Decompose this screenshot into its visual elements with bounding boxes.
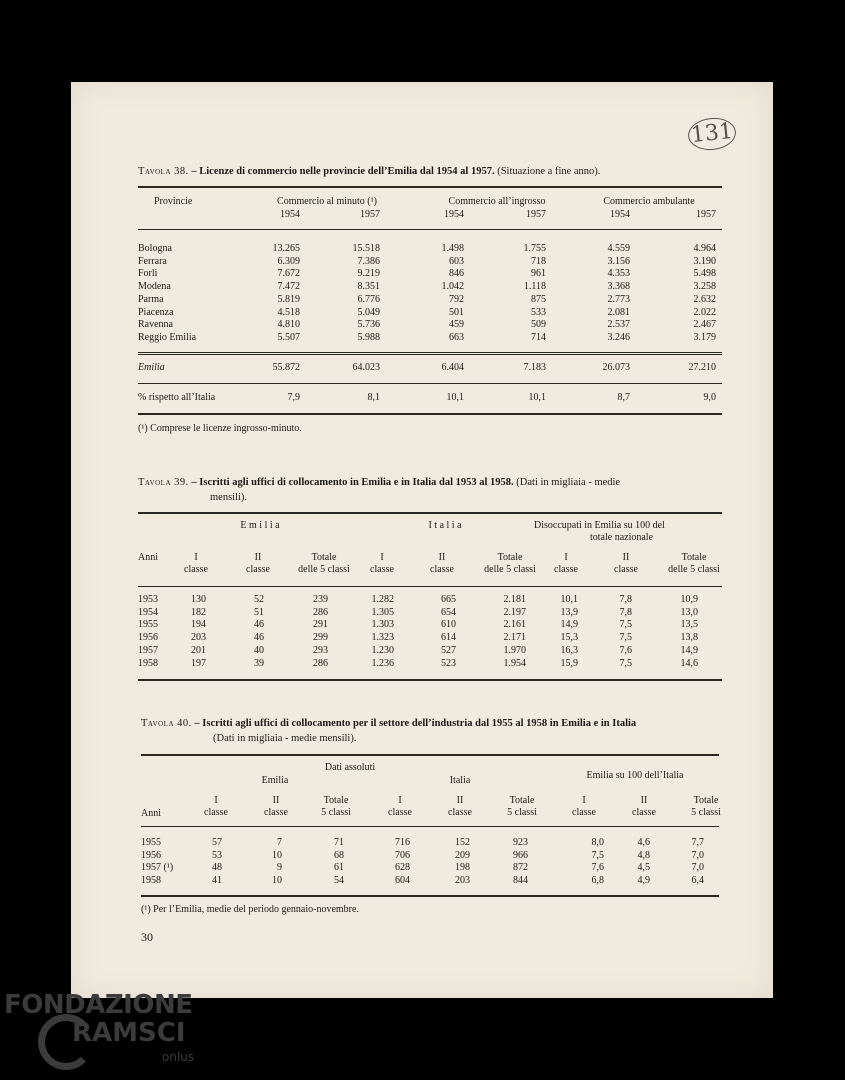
t38-value-cell: 2.081 <box>607 306 630 318</box>
t39-caption: Tavola 39. – Iscritti agli uffici di collocamento in Emilia e in Italia dal 1953 al 1958. (Dati in migliaia - medie mensili). <box>138 477 621 503</box>
t38-pct-cell: 10,1 <box>528 392 546 403</box>
t38-value-cell: 2.022 <box>693 306 716 318</box>
logo-line3: onlus <box>162 1050 195 1064</box>
t38-note: (¹) Comprese le licenze ingrosso-minuto. <box>138 423 302 434</box>
t40-value-cell: 7,6 <box>591 862 604 874</box>
t39-value-cell: 39 <box>254 657 264 669</box>
t39-header-bottom: classe <box>614 564 638 575</box>
t39-value-cell: 1.970 <box>503 644 526 656</box>
t39-h-anni: Anni <box>138 552 158 563</box>
t40-value-cell: 41 <box>212 875 222 887</box>
t40-value-cell: 4,6 <box>637 837 650 848</box>
t40-value-cell: 48 <box>212 862 222 874</box>
t38-total-cell: 27.210 <box>688 362 716 373</box>
t38-value-cell: 1.755 <box>523 243 546 254</box>
t39-value-cell: 7,8 <box>619 606 632 618</box>
t38-h-y2c: 1957 <box>696 209 716 220</box>
t38-value-cell: 4.810 <box>277 319 300 331</box>
t38-value-cell: 5.988 <box>357 331 380 343</box>
t38-value-cell: 663 <box>449 331 464 343</box>
t39-header-top: Totale <box>681 552 707 563</box>
t38-value-cell: 3.190 <box>693 255 716 267</box>
t40-header-top: Totale <box>693 795 719 806</box>
t38-value-cell: 4.964 <box>693 243 716 254</box>
t40-value-cell: 966 <box>513 849 528 861</box>
t38-province-cell: Parma <box>138 293 164 305</box>
t40-header-top: I <box>398 795 402 806</box>
t38-value-cell: 2.537 <box>607 319 630 331</box>
t40-header-bottom: 5 classi <box>507 807 537 818</box>
t39-value-cell: 610 <box>441 619 456 631</box>
t39-value-cell: 10,9 <box>680 594 698 605</box>
t38-total-cell: 64.023 <box>352 362 380 373</box>
t38-h-minuto: Commercio al minuto (¹) <box>277 196 377 207</box>
t39-value-cell: 665 <box>441 594 456 605</box>
t39-header-bottom: delle 5 classi <box>298 564 350 575</box>
t40-value-cell: 4,9 <box>637 875 650 887</box>
t40-header-top: II <box>640 795 648 806</box>
t40-value-cell: 57 <box>212 837 222 848</box>
t38-value-cell: 459 <box>449 319 464 331</box>
t40-value-cell: 71 <box>334 837 344 848</box>
t38-value-cell: 846 <box>449 268 464 280</box>
t39-value-cell: 15,3 <box>560 632 578 644</box>
t38-province-cell: Piacenza <box>138 306 174 318</box>
t38-value-cell: 4.559 <box>607 243 630 254</box>
t38-value-cell: 1.118 <box>523 281 546 293</box>
t39-value-cell: 1.303 <box>371 619 394 631</box>
t38-value-cell: 6.309 <box>277 255 300 267</box>
t38-pct-cell: 8,7 <box>617 392 630 403</box>
t40-value-cell: 54 <box>334 875 344 887</box>
t38-value-cell: 4.518 <box>277 306 300 318</box>
t39-value-cell: 203 <box>191 632 206 644</box>
t39-year-cell: 1954 <box>138 606 158 618</box>
t38-value-cell: 718 <box>531 255 546 267</box>
t38-value-cell: 7.472 <box>277 281 300 293</box>
t38-pct-cell: 7,9 <box>287 392 300 403</box>
t40-header-top: Totale <box>509 795 535 806</box>
t40-g-italia: Italia <box>449 775 471 786</box>
t39-header-top: I <box>564 552 568 563</box>
t38-value-cell: 603 <box>449 255 464 267</box>
t38-h-prov: Provincie <box>154 196 193 207</box>
t39-header-bottom: classe <box>246 564 270 575</box>
page-number: 30 <box>141 930 153 944</box>
t38-value-cell: 1.498 <box>441 243 464 254</box>
fondazione-gramsci-logo <box>4 990 195 1064</box>
t40-g-assoluti: Dati assoluti <box>324 762 376 773</box>
t40-value-cell: 716 <box>395 837 410 848</box>
t39-value-cell: 13,5 <box>680 619 698 631</box>
t40-header-top: I <box>582 795 586 806</box>
t38-value-cell: 5.736 <box>357 319 380 331</box>
t39-value-cell: 1.305 <box>371 606 394 618</box>
t39-value-cell: 527 <box>441 644 456 656</box>
t40-bottom-rule <box>141 895 719 897</box>
t39-header-bottom: delle 5 classi <box>484 564 536 575</box>
t38-value-cell: 509 <box>531 319 546 331</box>
t39-value-cell: 2.197 <box>503 606 526 618</box>
t39-year-cell: 1956 <box>138 632 158 644</box>
t40-g-su100: Emilia su 100 dell’Italia <box>586 770 684 781</box>
t39-value-cell: 2.181 <box>503 594 526 605</box>
t38-h-y1c: 1954 <box>610 209 630 220</box>
t39-value-cell: 46 <box>254 619 264 631</box>
t38-province-cell: Modena <box>138 281 171 293</box>
t39-value-cell: 7,5 <box>619 657 632 669</box>
t40-value-cell: 6,4 <box>691 875 704 887</box>
t40-header-top: II <box>456 795 464 806</box>
t40-value-cell: 844 <box>513 875 528 887</box>
t38-value-cell: 2.773 <box>607 293 630 305</box>
t39-header-top: I <box>194 552 198 563</box>
t38-value-cell: 961 <box>531 268 546 280</box>
t39-value-cell: 523 <box>441 657 456 669</box>
t39-value-cell: 46 <box>254 632 264 644</box>
t38-pct-cell: % rispetto all’Italia <box>138 392 216 403</box>
t39-year-cell: 1953 <box>138 594 158 605</box>
t40-g-emilia: Emilia <box>261 775 289 786</box>
t39-value-cell: 1.282 <box>371 594 394 605</box>
t40-year-cell: 1955 <box>141 837 161 848</box>
t39-value-cell: 14,9 <box>560 619 578 631</box>
t38-value-cell: 5.507 <box>277 331 300 343</box>
t39-value-cell: 7,5 <box>619 632 632 644</box>
t39-header-bottom: classe <box>184 564 208 575</box>
t40-value-cell: 4,5 <box>637 862 650 874</box>
t39-g-italia: I t a l i a <box>428 520 462 531</box>
t38-value-cell: 2.632 <box>693 293 716 305</box>
t39-value-cell: 197 <box>191 657 206 669</box>
t39-value-cell: 1.323 <box>371 632 394 644</box>
t40-value-cell: 61 <box>334 862 344 874</box>
t38-value-cell: 15.518 <box>352 243 380 254</box>
t40-value-cell: 152 <box>455 837 470 848</box>
t39-value-cell: 299 <box>313 632 328 644</box>
t39-value-cell: 7,5 <box>619 619 632 631</box>
t38-value-cell: 5.819 <box>277 293 300 305</box>
t39-value-cell: 293 <box>313 644 328 656</box>
logo-line2: RAMSCI <box>72 1018 186 1048</box>
t39-value-cell: 10,1 <box>560 594 578 605</box>
t38-value-cell: 501 <box>449 306 464 318</box>
t38-value-cell: 533 <box>531 306 546 318</box>
t39-value-cell: 13,8 <box>680 632 698 644</box>
t40-header-bottom: classe <box>632 807 656 818</box>
t38-province-cell: Ravenna <box>138 319 173 331</box>
t39-value-cell: 7,8 <box>619 594 632 605</box>
t40-value-cell: 7 <box>277 837 282 848</box>
t39-value-cell: 291 <box>313 619 328 631</box>
t38-value-cell: 6.776 <box>357 293 380 305</box>
t40-value-cell: 923 <box>513 837 528 848</box>
t40-header-top: Totale <box>323 795 349 806</box>
t39-header-top: Totale <box>311 552 337 563</box>
t40-header-bottom: classe <box>204 807 228 818</box>
t38-total-cell: 26.073 <box>602 362 630 373</box>
t38-pct-rule <box>138 383 722 384</box>
t38-total-cell: 7.183 <box>523 362 546 373</box>
t39-value-cell: 654 <box>441 606 456 618</box>
t39-value-cell: 13,9 <box>560 606 578 618</box>
t40-header-top: II <box>272 795 280 806</box>
t38-h-y2: 1957 <box>360 209 380 220</box>
t39-year-cell: 1958 <box>138 657 158 669</box>
t40-value-cell: 628 <box>395 862 410 874</box>
t38-h-y1: 1954 <box>280 209 300 220</box>
t39-value-cell: 14,6 <box>680 657 698 669</box>
t40-header-bottom: classe <box>448 807 472 818</box>
t39-header-top: II <box>622 552 630 563</box>
t39-value-cell: 15,9 <box>560 657 578 669</box>
t40-value-cell: 6,8 <box>591 875 604 887</box>
t40-value-cell: 872 <box>513 862 528 874</box>
t40-year-cell: 1957 (¹) <box>141 862 174 874</box>
t38-total-rule <box>138 352 722 355</box>
t40-value-cell: 7,0 <box>691 849 704 861</box>
t40-value-cell: 198 <box>455 862 470 874</box>
t39-value-cell: 40 <box>254 644 264 656</box>
t39-header-bottom: classe <box>554 564 578 575</box>
t40-value-cell: 604 <box>395 875 410 887</box>
t39-top-rule <box>138 512 722 514</box>
t40-caption: Tavola 40. – Iscritti agli uffici di collocamento per il settore dell’industria dal 1955 al 1958 in Emilia e in Italia (Dati in migliaia - medie mensili). <box>141 718 637 744</box>
t40-year-cell: 1956 <box>141 849 161 861</box>
t40-note: (¹) Per l’Emilia, medie del periodo gennaio-novembre. <box>141 904 359 915</box>
t39-value-cell: 614 <box>441 632 456 644</box>
t39-value-cell: 1.230 <box>371 644 394 656</box>
t38-value-cell: 8.351 <box>357 281 380 293</box>
t38-value-cell: 9.219 <box>357 268 380 280</box>
t39-value-cell: 7,6 <box>619 644 632 656</box>
t39-value-cell: 16,3 <box>560 644 578 656</box>
t38-value-cell: 7.672 <box>277 268 300 280</box>
t40-header-bottom: classe <box>572 807 596 818</box>
t38-caption: Tavola 38. – Licenze di commercio nelle provincie dell’Emilia dal 1954 al 1957. (Situazione a fine anno). <box>138 166 601 177</box>
t40-value-cell: 203 <box>455 875 470 887</box>
t39-value-cell: 2.171 <box>503 632 526 644</box>
t39-value-cell: 14,9 <box>680 644 698 656</box>
t40-header-rule <box>141 826 719 827</box>
t40-header-bottom: classe <box>264 807 288 818</box>
t40-value-cell: 7,0 <box>691 862 704 874</box>
t39-value-cell: 201 <box>191 644 206 656</box>
logo-line1: FONDAZIONE <box>4 990 193 1020</box>
t39-value-cell: 52 <box>254 594 264 605</box>
t40-value-cell: 53 <box>212 849 222 861</box>
t38-value-cell: 2.467 <box>693 319 716 331</box>
t38-h-y1b: 1954 <box>444 209 464 220</box>
t38-value-cell: 875 <box>531 293 546 305</box>
t38-value-cell: 3.368 <box>607 281 630 293</box>
t39-header-top: Totale <box>497 552 523 563</box>
t38-bottom-rule <box>138 413 722 415</box>
t39-value-cell: 2.161 <box>503 619 526 631</box>
t39-header-top: II <box>254 552 262 563</box>
t38-pct-cell: 9,0 <box>703 392 716 403</box>
t40-header-bottom: classe <box>388 807 412 818</box>
handwritten-page-number: 131 <box>686 116 737 153</box>
t39-value-cell: 239 <box>313 594 328 605</box>
t38-total-cell: 55.872 <box>272 362 300 373</box>
t40-value-cell: 7,7 <box>691 837 704 848</box>
t38-header-rule <box>138 229 722 230</box>
t39-header-bottom: classe <box>430 564 454 575</box>
t38-value-cell: 3.258 <box>693 281 716 293</box>
t38-total-cell: Emilia <box>138 362 165 373</box>
t39-value-cell: 13,0 <box>680 606 698 618</box>
t39-value-cell: 286 <box>313 657 328 669</box>
t40-header-bottom: 5 classi <box>321 807 351 818</box>
t39-value-cell: 51 <box>254 606 264 618</box>
t38-top-rule <box>138 186 722 188</box>
t40-h-anni: Anni <box>141 808 161 819</box>
t39-header-top: II <box>438 552 446 563</box>
t39-g-disocc1: Disoccupati in Emilia su 100 del <box>534 520 665 531</box>
t39-bottom-rule <box>138 679 722 681</box>
t40-value-cell: 8,0 <box>591 837 604 848</box>
t40-value-cell: 10 <box>272 849 282 861</box>
t38-province-cell: Bologna <box>138 243 172 254</box>
t38-value-cell: 714 <box>531 331 546 343</box>
t39-g-disocc2: totale nazionale <box>590 532 654 543</box>
t38-total-cell: 6.404 <box>441 362 464 373</box>
t38-pct-cell: 8,1 <box>367 392 380 403</box>
t39-header-bottom: delle 5 classi <box>668 564 720 575</box>
t39-value-cell: 182 <box>191 606 206 618</box>
t39-value-cell: 194 <box>191 619 206 631</box>
t38-province-cell: Reggio Emilia <box>138 331 197 343</box>
t40-header-bottom: 5 classi <box>691 807 721 818</box>
t38-value-cell: 3.246 <box>607 331 630 343</box>
t40-value-cell: 706 <box>395 849 410 861</box>
t39-year-cell: 1957 <box>138 644 158 656</box>
t39-value-cell: 286 <box>313 606 328 618</box>
t40-value-cell: 10 <box>272 875 282 887</box>
t38-value-cell: 3.156 <box>607 255 630 267</box>
t39-header-rule <box>138 586 722 587</box>
t40-value-cell: 68 <box>334 849 344 861</box>
t38-value-cell: 5.049 <box>357 306 380 318</box>
t39-header-bottom: classe <box>370 564 394 575</box>
t38-value-cell: 1.042 <box>441 281 464 293</box>
t38-value-cell: 7.386 <box>357 255 380 267</box>
t40-value-cell: 4,8 <box>637 849 650 861</box>
t39-value-cell: 130 <box>191 594 206 605</box>
t38-value-cell: 4.353 <box>607 268 630 280</box>
t38-province-cell: Ferrara <box>138 255 167 267</box>
t38-value-cell: 792 <box>449 293 464 305</box>
t40-top-rule <box>141 754 719 756</box>
t38-value-cell: 13.265 <box>272 243 300 254</box>
t38-value-cell: 3.179 <box>693 331 716 343</box>
t39-header-top: I <box>380 552 384 563</box>
t38-h-ingrosso: Commercio all’ingrosso <box>448 196 546 207</box>
t39-year-cell: 1955 <box>138 619 158 631</box>
t39-value-cell: 1.954 <box>503 657 526 669</box>
t38-h-y2b: 1957 <box>526 209 546 220</box>
t39-g-emilia: E m i l i a <box>240 520 280 531</box>
t40-value-cell: 209 <box>455 849 470 861</box>
t38-pct-cell: 10,1 <box>446 392 464 403</box>
t38-h-ambulante: Commercio ambulante <box>603 196 695 207</box>
t40-header-top: I <box>214 795 218 806</box>
t40-value-cell: 9 <box>277 862 282 874</box>
t39-value-cell: 1.236 <box>371 657 394 669</box>
t40-year-cell: 1958 <box>141 875 161 887</box>
t40-value-cell: 7,5 <box>591 849 604 861</box>
t38-province-cell: Forlì <box>138 268 158 280</box>
t38-value-cell: 5.498 <box>693 268 716 280</box>
